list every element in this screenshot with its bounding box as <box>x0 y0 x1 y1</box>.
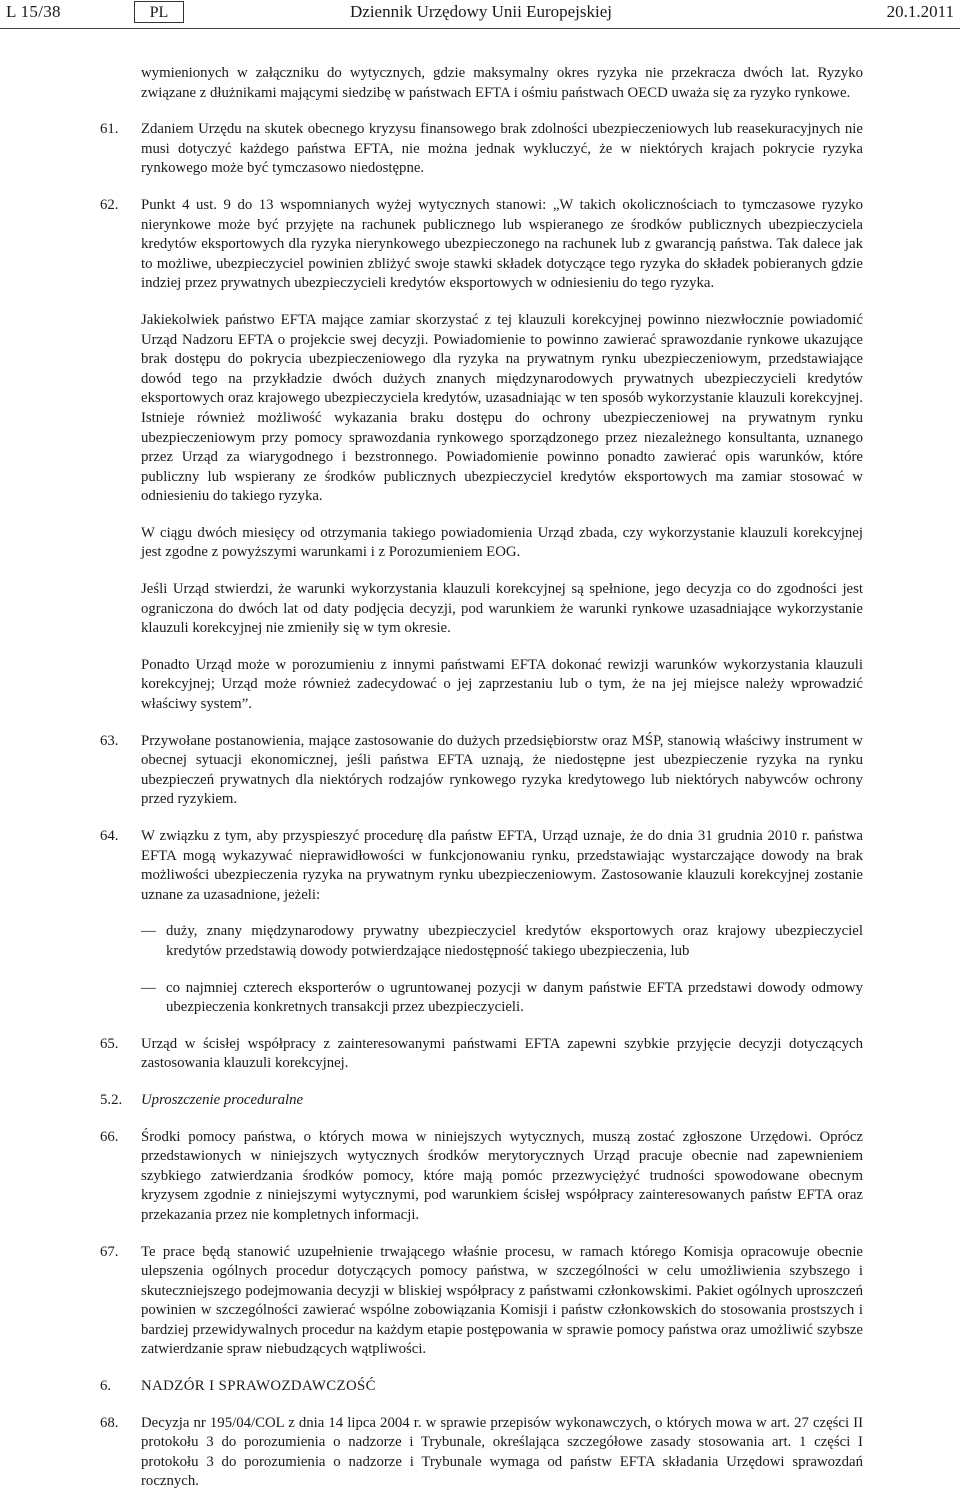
dash-bullet: — <box>141 923 156 940</box>
language-code-box: PL <box>134 1 184 23</box>
paragraph-number: 67. <box>100 1243 119 1260</box>
paragraph-number: 65. <box>100 1035 119 1052</box>
dash-bullet: — <box>141 979 156 996</box>
paragraph-text: W ciągu dwóch miesięcy od otrzymania takiego powiadomienia Urząd zbada, czy wykorzystanie klauzuli korekcyjnej jest zgodne z powyższymi warunkami i z Porozumieniem EOG. <box>141 524 863 561</box>
paragraph-68 <box>0 1414 960 1492</box>
paragraph-text: Środki pomocy państwa, o których mowa w niniejszych wytycznych, muszą zostać zgłoszone Urzędowi. Oprócz przedstawionych w niniejszych wytycznych środków merytorycznych Urząd pracuje obecnie nad zapewnieniem szybkiego zatwierdzania środków pomocy, które mają pomóc przezwyciężyć trudności spowodowane obecnym kryzysem zgodnie z niniejszymi wytycznymi, pod warunkiem ścisłej współpracy zainteresowanych państw EFTA oraz przekazania przez nie kompletnych informacji. <box>141 1128 863 1223</box>
paragraph-62 <box>0 196 960 294</box>
dash-list-item <box>0 979 960 1018</box>
section-title: NADZÓR I SPRAWOZDAWCZOŚĆ <box>141 1378 376 1395</box>
paragraph-text: Te prace będą stanowić uzupełnienie trwającego właśnie procesu, w ramach którego Komisja opracowuje obecnie ulepszenia ogólnych procedur dotyczących pomocy państwa, w szczególności w celu umożliwienia szybszego i skuteczniejszego podejmowania decyzji w bliskiej współpracy z państwami członkowskimi. Pakiet ogólnych uproszczeń powinien w szczególności zawierać wspólne zobowiązania Komisji i państw członkowskich do stosowania prostszych i bardziej przewidywalnych procedur na każdym etapie postępowania w sprawie pomocy państwa oraz umożliwić szybsze zatwierdzanie spraw niebudzących wątpliwości. <box>141 1243 863 1358</box>
section-number: 6. <box>100 1378 112 1395</box>
paragraph-text: Jakiekolwiek państwo EFTA mające zamiar skorzystać z tej klauzuli korekcyjnej powinno niezwłocznie powiadomić Urząd Nadzoru EFTA o projekcie swej decyzji. Powiadomienie to powinno zawierać sprawozdanie rynkowe ukazujące brak dostępu do pokrycia ubezpieczeniowego dla ryzyka na prywatnym rynku ubezpieczeniowym, przedstawiające dowód tego na przykładzie dwóch dużych znanych międzynarodowych prywatnych ubezpieczycieli kredytów eksportowych oraz krajowego ubezpieczyciela kredytów, uzasadniając w ten sposób wykorzystanie klauzuli korekcyjnej. Istnieje również możliwość wykazania braku dostępu do ochrony ubezpieczeniowej na prywatnym rynku ubezpieczeniowym przy pomocy sprawozdania rynkowego sporządzonego przez niezależnego konsultanta, uznanego przez Urząd za wiarygodnego i bezstronnego. Powiadomienie powinno ponadto zawierać opis warunków, które publiczny lub wspierany ze środków publicznych ubezpieczyciel kredytów eksportowych ma zamiar stosować w odniesieniu do takiego ryzyka. <box>141 311 863 505</box>
paragraph-text: Przywołane postanowienia, mające zastosowanie do dużych przedsiębiorstw oraz MŚP, stanowią właściwy instrument w obecnej sytuacji ekonomicznej, jeśli państwa EFTA uznają, że niedostępne jest ubezpieczenie ryzyka na rynku ubezpieczeń prywatnych dla niektórych rodzajów rynkowego ryzyka kredytowego lub niektórych nabywców ochrony przed ryzykiem. <box>141 732 863 808</box>
paragraph-62-sub-3 <box>0 580 960 639</box>
paragraph-number: 66. <box>100 1128 119 1145</box>
journal-title: Dziennik Urzędowy Unii Europejskiej <box>350 2 613 21</box>
paragraph-text: wymienionych w załączniku do wytycznych, gdzie maksymalny okres ryzyka nie przekracza dwóch lat. Ryzyko związane z dłużnikami mającymi siedzibę w państwach EFTA i ośmiu państwach OECD uważa się za ryzyko rynkowe. <box>141 65 863 101</box>
page-reference: L 15/38 <box>6 2 61 21</box>
list-item-text: duży, znany międzynarodowy prywatny ubezpieczyciel kredytów eksportowych oraz krajowy ubezpieczyciel kredytów przedstawią dowody potwierdzające niedostępność takiego ubezpieczenia, lub <box>166 923 863 959</box>
document-body <box>0 64 960 1509</box>
list-item-text: co najmniej czterech eksporterów o ugruntowanej pozycji w danym państwie EFTA przedstawi dowody odmowy ubezpieczenia konkretnych transakcji przez ubezpieczycieli. <box>166 979 863 1016</box>
paragraph-text: Jeśli Urząd stwierdzi, że warunki wykorzystania klauzuli korekcyjnej są spełnione, jego decyzja co do zgodności jest ograniczona do dwóch lat od daty podjęcia decyzji, pod warunkiem że warunki rynkowe uzasadniające wykorzystanie klauzuli korekcyjnej nie zmieniły się w tym okresie. <box>141 581 863 637</box>
paragraph-61 <box>0 120 960 179</box>
paragraph-text: Urząd w ścisłej współpracy z zainteresowanymi państwami EFTA zapewni szybkie przyjęcie decyzji dotyczących zastosowania klauzuli korekcyjnej. <box>141 1035 863 1072</box>
publication-date: 20.1.2011 <box>886 2 954 21</box>
paragraph-number: 62. <box>100 196 119 213</box>
section-heading-5-2 <box>0 1091 960 1111</box>
paragraph-67 <box>0 1243 960 1361</box>
section-title: Uproszczenie proceduralne <box>141 1091 304 1108</box>
paragraph-text: Punkt 4 ust. 9 do 13 wspomnianych wyżej wytycznych stanowi: „W takich okolicznościach to tymczasowe ryzyko nierynkowe może być przyjęte na rachunek publicznego lub wspieranego ze środków publicznych ubezpieczyciela kredytów eksportowych dla ryzyka nierynkowego ubezpieczonego na rachunek lub z gwarancją państwa. Tak dalece jak to możliwe, ubezpieczyciel powinien zbliżyć swoje stawki składek dotyczące tego ryzyka do składek pobieranych gdzie indziej przez prywatnych ubezpieczycieli kredytów eksportowych w odniesieniu do tego ryzyka. <box>141 196 863 292</box>
section-heading-6 <box>0 1377 960 1397</box>
paragraph-text: Zdaniem Urzędu na skutek obecnego kryzysu finansowego brak zdolności ubezpieczeniowych lub reasekuracyjnych nie musi dotyczyć każdego państwa EFTA, nie można jednak wykluczyć, że w niektórych krajach pokrycie ryzyka rynkowego może być tymczasowo niedostępne. <box>141 121 863 177</box>
paragraph-continuation <box>0 64 960 103</box>
paragraph-number: 68. <box>100 1414 119 1431</box>
page-header <box>0 0 960 30</box>
paragraph-62-sub-1 <box>0 311 960 507</box>
paragraph-number: 63. <box>100 732 119 749</box>
paragraph-text: W związku z tym, aby przyspieszyć procedurę dla państw EFTA, Urząd uznaje, że do dnia 31 grudnia 2010 r. państwa EFTA mogą wykazywać nieprawidłowości w funkcjonowaniu rynku, przedstawiając wystarczające dowody na brak możliwości ubezpieczenia ryzyka na prywatnym rynku ubezpieczeniowym. Zastosowanie klauzuli korekcyjnej zostanie uznane za uzasadnione, jeżeli: <box>141 828 863 903</box>
paragraph-number: 64. <box>100 828 119 844</box>
header-divider <box>0 28 960 29</box>
paragraph-65 <box>0 1035 960 1074</box>
paragraph-62-sub-2 <box>0 524 960 563</box>
paragraph-66 <box>0 1128 960 1226</box>
section-number: 5.2. <box>100 1091 123 1108</box>
paragraph-62-sub-4 <box>0 656 960 715</box>
paragraph-text: Ponadto Urząd może w porozumieniu z innymi państwami EFTA dokonać rewizji warunków wykorzystania klauzuli korekcyjnej; Urząd może również zadecydować o jej zaprzestaniu lub o tym, że na jej miejsce należy wprowadzić właściwy system”. <box>141 656 863 713</box>
paragraph-64 <box>0 827 960 905</box>
paragraph-text: Decyzja nr 195/04/COL z dnia 14 lipca 2004 r. w sprawie przepisów wykonawczych, o których mowa w art. 27 części II protokołu 3 do porozumienia o nadzorze i Trybunale, określająca szczegółowe zasady stosowania art. 1 części I protokołu 3 do porozumienia o nadzorze i Trybunale wymaga od państw EFTA składania Urzędowi sprawozdań rocznych. <box>141 1414 863 1490</box>
paragraph-number: 61. <box>100 121 119 138</box>
paragraph-63 <box>0 732 960 810</box>
dash-list-item <box>0 922 960 961</box>
